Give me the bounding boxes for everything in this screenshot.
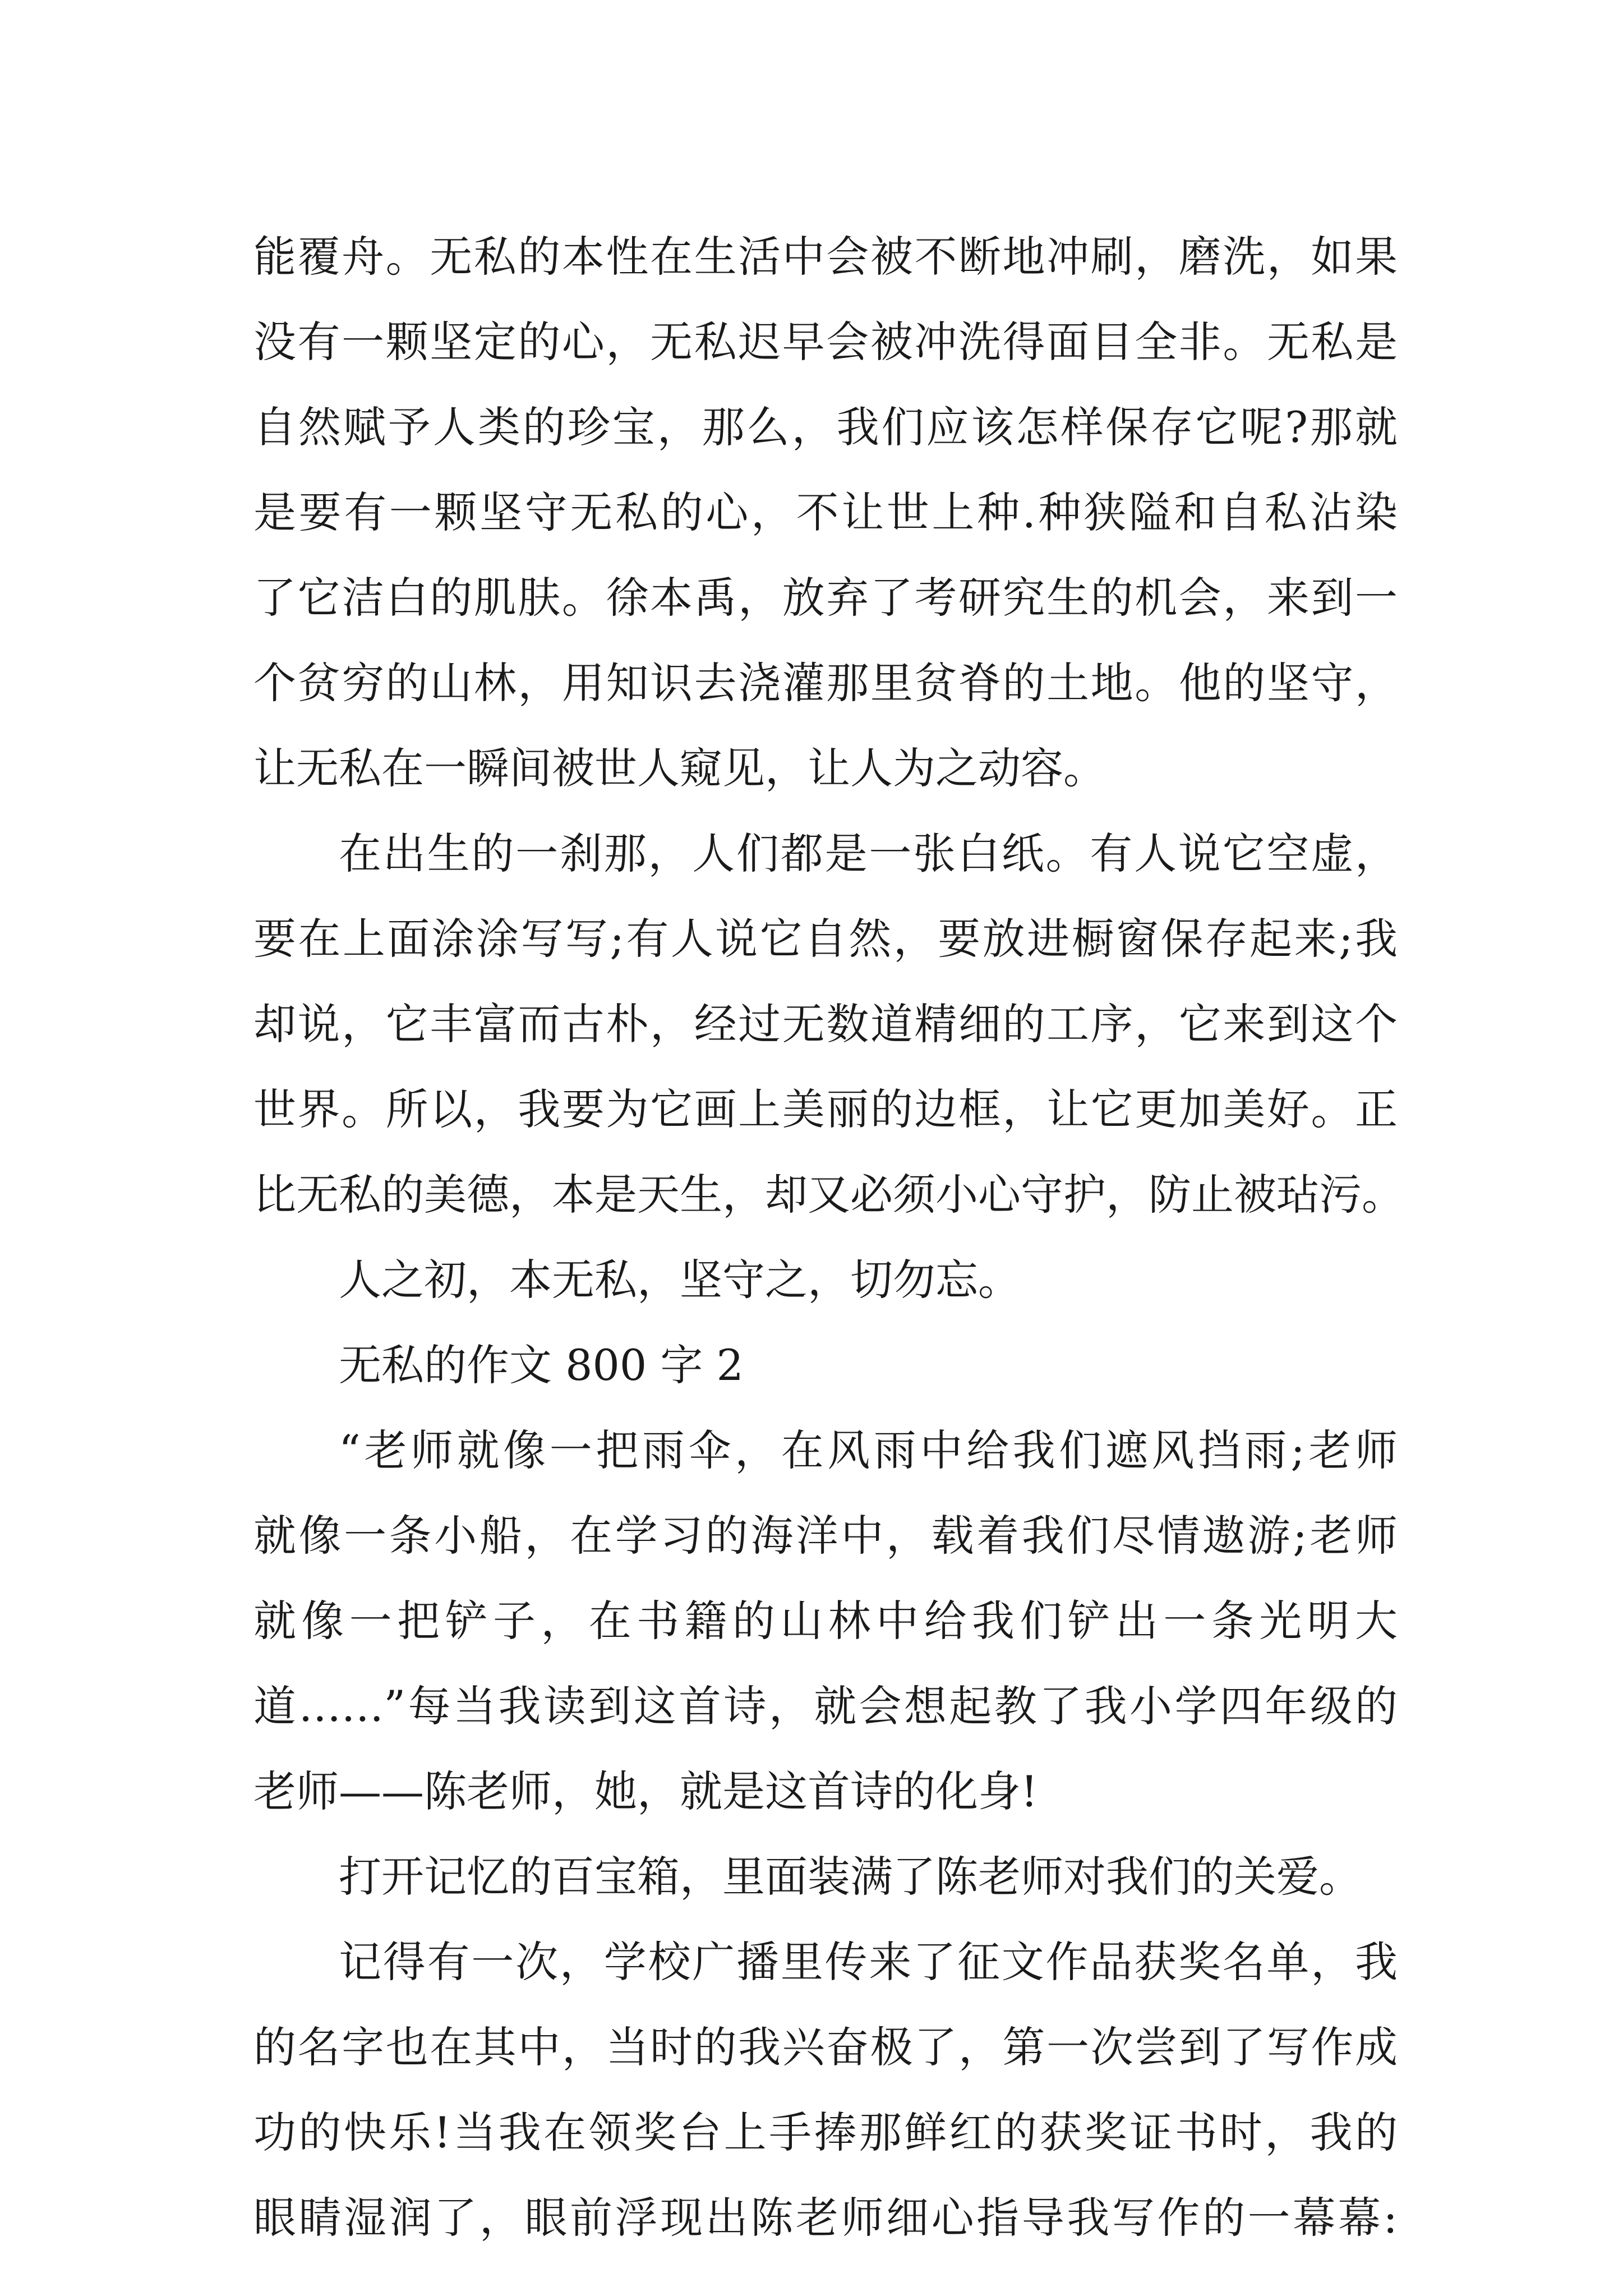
text-line: 是要有一颗坚守无私的心，不让世上种.种狭隘和自私沾染 xyxy=(253,487,1398,537)
text-line: 老师——陈老师，她，就是这首诗的化身! xyxy=(253,1766,1038,1816)
text-line: 记得有一次，学校广播里传来了征文作品获奖名单，我 xyxy=(339,1937,1398,1987)
text-line: 就像一把铲子，在书籍的山林中给我们铲出一条光明大 xyxy=(253,1596,1398,1646)
text-line: 却说，它丰富而古朴，经过无数道精细的工序，它来到这个 xyxy=(253,999,1398,1049)
text-line: 无私的作文 800 字 2 xyxy=(339,1340,744,1390)
text-line: “老师就像一把雨伞，在风雨中给我们遮风挡雨;老师 xyxy=(339,1425,1398,1475)
text-line: 没有一颗坚定的心，无私迟早会被冲洗得面目全非。无私是 xyxy=(253,317,1398,367)
text-line: 让无私在一瞬间被世人窥见，让人为之动容。 xyxy=(253,743,1106,793)
text-line: 功的快乐!当我在领奖台上手捧那鲜红的获奖证书时，我的 xyxy=(253,2108,1398,2157)
text-line: 打开记忆的百宝箱，里面装满了陈老师对我们的关爱。 xyxy=(339,1852,1362,1902)
text-line: 个贫穷的山林，用知识去浇灌那里贫脊的土地。他的坚守， xyxy=(253,658,1398,708)
text-line: 道……”每当我读到这首诗，就会想起教了我小学四年级的 xyxy=(253,1681,1398,1731)
text-line: 在出生的一刹那，人们都是一张白纸。有人说它空虚， xyxy=(339,829,1398,878)
text-line: 自然赋予人类的珍宝，那么，我们应该怎样保存它呢?那就 xyxy=(253,402,1398,452)
text-line: 了它洁白的肌肤。徐本禹，放弃了考研究生的机会，来到一 xyxy=(253,573,1398,623)
text-line: 的名字也在其中，当时的我兴奋极了，第一次尝到了写作成 xyxy=(253,2022,1398,2072)
text-line: 就像一条小船，在学习的海洋中，载着我们尽情遨游;老师 xyxy=(253,1511,1398,1561)
text-line: 眼睛湿润了，眼前浮现出陈老师细心指导我写作的一幕幕: xyxy=(253,2193,1398,2243)
text-line: 世界。所以，我要为它画上美丽的边框，让它更加美好。正 xyxy=(253,1084,1398,1134)
text-line: 要在上面涂涂写写;有人说它自然，要放进橱窗保存起来;我 xyxy=(253,914,1398,964)
text-line: 人之初，本无私，坚守之，切勿忘。 xyxy=(339,1255,1021,1305)
text-line: 比无私的美德，本是天生，却又必须小心守护，防止被玷污。 xyxy=(253,1170,1404,1220)
text-line: 能覆舟。无私的本性在生活中会被不断地冲刷，磨洗，如果 xyxy=(253,232,1398,282)
essay-body xyxy=(253,214,1404,2261)
